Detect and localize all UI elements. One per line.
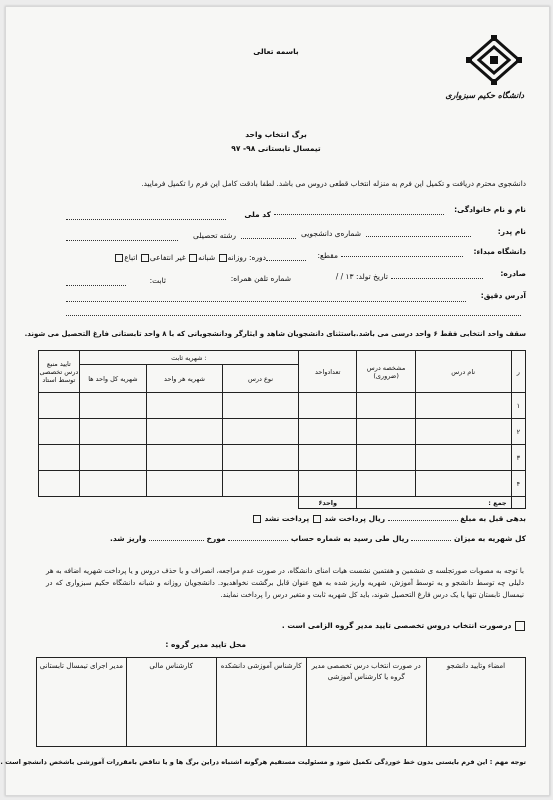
total-units: ۶واحد [299, 497, 357, 509]
daytime-checkbox[interactable] [219, 254, 227, 262]
specialized-course-row [206, 621, 526, 631]
code-cell[interactable] [357, 419, 415, 445]
approval-cell[interactable] [39, 419, 80, 445]
name-cell[interactable] [415, 393, 511, 419]
per-unit-cell[interactable] [146, 393, 222, 419]
footer-warning: توجه مهم : این فرم بایستی بدون خط خوردگی تکمیل شود و مسئولیت مستقیم هرگونه اشتباه دراین برگ ها و یا تناقض بامقررات آموزشی باشخص دانشجو است . [0, 758, 526, 766]
col-code: مشخصه درس (ضروری) [357, 351, 415, 393]
landline-field[interactable] [66, 285, 126, 286]
row-number: ۱ [511, 393, 525, 419]
signature-finance[interactable]: کارشناس مالی [126, 658, 216, 747]
col-units: تعدادواحد [299, 351, 357, 393]
name-label: نام و نام خانوادگی: [454, 205, 526, 214]
refund-policy-note: با توجه به مصوبات صورتجلسه ی ششمین و هفتمین نشست هیات امنای دانشگاه، در صورت عدم مراجعه، انصراف و یا حذف دروس و یا پرداخت شهریه اضافه به هر دلیلی چه توسط دانشجو و یه توسط آموزش، شهریه واریز شده به هیچ عنوان قابل برگشت نخواهدبود. دانشجویان روزانه و شبانه دانشگاه حکیم سبزواری که در نیمسال تابستان تنها یا یک درس فارغ التحصیل شوند، باید کل شهریه ثابت و متغیر درس را پرداخت نمایند. [46, 567, 524, 599]
table-row [39, 445, 526, 471]
name-cell[interactable] [415, 419, 511, 445]
major-field[interactable] [66, 240, 178, 241]
col-course-name: نام درس [415, 351, 511, 393]
night-label: شبانه [198, 253, 216, 262]
national-code-label: کد ملی [244, 210, 271, 219]
course-type-row [66, 253, 266, 263]
paid-checkbox[interactable] [313, 515, 321, 523]
debt-rial-paid: ریال پرداخت شد [324, 514, 386, 523]
signature-exec-director[interactable]: مدیر اجرای تیمسال تابستانی [37, 658, 127, 747]
units-cell[interactable] [299, 419, 357, 445]
col-course-type: نوع درس [222, 365, 298, 393]
university-logo [445, 35, 524, 103]
signature-table [36, 657, 526, 747]
fee-date-field[interactable] [149, 540, 204, 541]
national-code-field[interactable] [66, 219, 226, 220]
form-page [0, 6, 550, 796]
father-name-label: نام پدر: [497, 227, 526, 236]
foreign-label: اتباع [124, 253, 138, 262]
type-cell[interactable] [222, 471, 298, 497]
level-label: مقطع: [317, 251, 338, 260]
address-field[interactable] [66, 301, 466, 302]
total-label: جمع : [357, 497, 511, 509]
form-title: برگ انتخاب واحد [245, 130, 307, 139]
table-row [39, 393, 526, 419]
debt-label: بدهی قبل به مبلغ [460, 514, 526, 523]
code-cell[interactable] [357, 471, 415, 497]
night-checkbox[interactable] [189, 254, 197, 262]
level-field[interactable] [266, 260, 306, 261]
group-approval-label: محل تایید مدیر گروه : [165, 640, 246, 649]
name-cell[interactable] [415, 471, 511, 497]
name-field[interactable] [274, 214, 444, 215]
fee-amount-field[interactable] [411, 540, 451, 541]
origin-university-field[interactable] [341, 256, 463, 257]
father-name-field[interactable] [366, 236, 471, 237]
fee-date-label: مورخ [206, 534, 226, 543]
student-number-label: شماره‌ی دانشجویی [301, 229, 361, 238]
row-number: ۳ [511, 445, 525, 471]
fee-receipt-label: ریال طی رسید به شماره حساب [290, 534, 409, 543]
debt-row [196, 514, 526, 524]
table-row [39, 471, 526, 497]
major-label: رشته تحصیلی [192, 231, 236, 240]
row-number: ۲ [511, 419, 525, 445]
course-type-label: دوره: روزانه [227, 253, 266, 262]
intro-text: دانشجوی محترم دریافت و تکمیل این فرم به منزله انتخاب قطعی دروس می باشد. لطفا بادقت کامل این فرم را تکمیل فرمایید. [141, 179, 526, 188]
unit-limit-note: سقف واحد انتخابی فقط ۶ واحد درسی می باشد.باستثنای دانشجویان شاهد و ایثارگر ودانشجویانی که با ۸ واحد تابستانی فارغ التحصیل می شوند. [24, 330, 526, 338]
bismillah: باسمه تعالی [253, 47, 299, 56]
university-name: دانشگاه حکیم سبزواری [445, 91, 524, 100]
fee-total-label: کل شهریه به میزان [454, 534, 526, 543]
signature-faculty-expert[interactable]: کارشناس آموزشی دانشکده [216, 658, 306, 747]
origin-university-label: دانشگاه مبداء: [473, 247, 526, 256]
units-cell[interactable] [299, 471, 357, 497]
specialized-note: درصورت انتخاب دروس تخصصی تایید مدیر گروه الزامی است . [281, 621, 512, 630]
phone-label: شماره تلفن همراه: [230, 274, 291, 283]
total-row [39, 497, 526, 509]
nonprofit-label: غیر انتفاعی [149, 253, 186, 262]
not-paid-label: پرداخت نشد [264, 514, 310, 523]
total-fee-cell[interactable] [79, 471, 146, 497]
units-cell[interactable] [299, 393, 357, 419]
col-total-fee: شهریه کل واحد ها [79, 365, 146, 393]
code-cell[interactable] [357, 393, 415, 419]
semester-label: تیمسال تابستانی ۹۸- ۹۷ [231, 144, 321, 153]
per-unit-cell[interactable] [146, 471, 222, 497]
issued-label: صادره: [500, 269, 526, 278]
units-cell[interactable] [299, 445, 357, 471]
signature-student[interactable]: امضاء وتایید دانشجو [426, 658, 525, 747]
landline-label: ثابت: [149, 276, 166, 285]
deposited-label: واریز شد. [110, 534, 147, 543]
debt-amount-field[interactable] [388, 520, 458, 521]
approval-cell[interactable] [39, 445, 80, 471]
approval-cell[interactable] [39, 471, 80, 497]
specialized-checkbox[interactable] [515, 621, 525, 631]
course-table [38, 350, 526, 509]
type-cell[interactable] [222, 393, 298, 419]
issued-field[interactable] [391, 278, 483, 279]
per-unit-cell[interactable] [146, 445, 222, 471]
not-paid-checkbox[interactable] [253, 515, 261, 523]
row-number: ۴ [511, 471, 525, 497]
fee-row [36, 534, 526, 544]
total-fee-cell[interactable] [79, 393, 146, 419]
signature-group-manager[interactable]: در صورت انتخاب درس تخصصی مدیر گروه یا کارشناس آموزشی [306, 658, 426, 747]
col-approval: تایید منبع درس تخصصی توسط استاد [39, 351, 80, 393]
type-cell[interactable] [222, 419, 298, 445]
total-fee-cell[interactable] [79, 419, 146, 445]
col-row: ر [511, 351, 525, 393]
name-cell[interactable] [415, 445, 511, 471]
birth-date-label: تاریخ تولد: ۱۳ / / [335, 272, 388, 281]
col-fee-group: شهریه ثابت : [79, 351, 298, 365]
approval-cell[interactable] [39, 393, 80, 419]
code-cell[interactable] [357, 445, 415, 471]
per-unit-cell[interactable] [146, 419, 222, 445]
nonprofit-checkbox[interactable] [141, 254, 149, 262]
table-row [39, 419, 526, 445]
total-fee-cell[interactable] [79, 445, 146, 471]
address-field-line2[interactable] [66, 315, 521, 316]
type-cell[interactable] [222, 445, 298, 471]
col-per-unit-fee: شهریه هر واحد [146, 365, 222, 393]
account-number-field[interactable] [228, 540, 288, 541]
foreign-checkbox[interactable] [115, 254, 123, 262]
student-number-field[interactable] [241, 238, 296, 239]
address-label: آدرس دقیق: [480, 291, 526, 300]
